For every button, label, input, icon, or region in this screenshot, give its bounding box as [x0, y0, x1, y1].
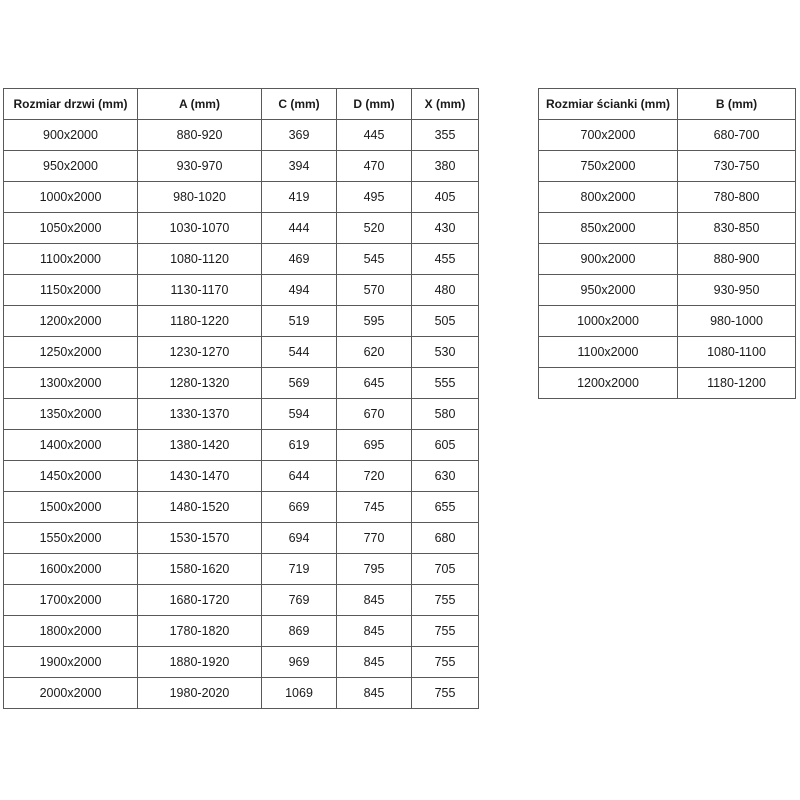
table-cell: 830-850	[678, 213, 796, 244]
table-row	[4, 678, 479, 709]
table-cell: 869	[262, 616, 337, 647]
table-cell: 1880-1920	[138, 647, 262, 678]
table-cell: 680	[412, 523, 479, 554]
table-cell: 720	[337, 461, 412, 492]
column-header: C (mm)	[262, 89, 337, 120]
table-cell: 405	[412, 182, 479, 213]
table-row	[539, 306, 796, 337]
column-header: D (mm)	[337, 89, 412, 120]
table-row	[539, 120, 796, 151]
table-row	[4, 213, 479, 244]
table-cell: 1200x2000	[4, 306, 138, 337]
table-cell: 355	[412, 120, 479, 151]
table-cell: 1780-1820	[138, 616, 262, 647]
table-cell: 619	[262, 430, 337, 461]
table-row	[4, 585, 479, 616]
table-cell: 1550x2000	[4, 523, 138, 554]
table-cell: 1530-1570	[138, 523, 262, 554]
wall-size-table	[538, 88, 796, 399]
table-cell: 719	[262, 554, 337, 585]
table-cell: 1330-1370	[138, 399, 262, 430]
table-cell: 580	[412, 399, 479, 430]
table-cell: 455	[412, 244, 479, 275]
table-cell: 670	[337, 399, 412, 430]
table-cell: 700x2000	[539, 120, 678, 151]
table-cell: 494	[262, 275, 337, 306]
column-header: A (mm)	[138, 89, 262, 120]
table-cell: 645	[337, 368, 412, 399]
table-cell: 1130-1170	[138, 275, 262, 306]
table-row	[4, 337, 479, 368]
table-cell: 1200x2000	[539, 368, 678, 399]
table-cell: 795	[337, 554, 412, 585]
table-cell: 845	[337, 585, 412, 616]
table-cell: 495	[337, 182, 412, 213]
table-cell: 1250x2000	[4, 337, 138, 368]
table-cell: 419	[262, 182, 337, 213]
table-cell: 380	[412, 151, 479, 182]
table-cell: 770	[337, 523, 412, 554]
table-cell: 850x2000	[539, 213, 678, 244]
table-cell: 630	[412, 461, 479, 492]
table-cell: 1080-1120	[138, 244, 262, 275]
table-cell: 620	[337, 337, 412, 368]
table-cell: 1380-1420	[138, 430, 262, 461]
table-cell: 1150x2000	[4, 275, 138, 306]
table-row	[4, 368, 479, 399]
table-cell: 730-750	[678, 151, 796, 182]
table-cell: 1100x2000	[4, 244, 138, 275]
table-cell: 545	[337, 244, 412, 275]
table-cell: 755	[412, 678, 479, 709]
table-cell: 519	[262, 306, 337, 337]
table-cell: 1350x2000	[4, 399, 138, 430]
table-cell: 930-950	[678, 275, 796, 306]
table-cell: 594	[262, 399, 337, 430]
table-cell: 950x2000	[4, 151, 138, 182]
table-cell: 695	[337, 430, 412, 461]
table-cell: 520	[337, 213, 412, 244]
table-row	[4, 492, 479, 523]
table-cell: 900x2000	[4, 120, 138, 151]
table-cell: 480	[412, 275, 479, 306]
table-row	[4, 523, 479, 554]
table-cell: 705	[412, 554, 479, 585]
table-cell: 2000x2000	[4, 678, 138, 709]
table-cell: 769	[262, 585, 337, 616]
table-row	[539, 337, 796, 368]
table-cell: 1100x2000	[539, 337, 678, 368]
table-row	[4, 430, 479, 461]
column-header: Rozmiar drzwi (mm)	[4, 89, 138, 120]
table-cell: 755	[412, 616, 479, 647]
table-cell: 880-900	[678, 244, 796, 275]
table-cell: 595	[337, 306, 412, 337]
table-cell: 430	[412, 213, 479, 244]
table-cell: 530	[412, 337, 479, 368]
table-cell: 505	[412, 306, 479, 337]
table-cell: 1600x2000	[4, 554, 138, 585]
table-row	[539, 368, 796, 399]
table-cell: 470	[337, 151, 412, 182]
table-row	[539, 151, 796, 182]
table-cell: 845	[337, 616, 412, 647]
table-cell: 980-1000	[678, 306, 796, 337]
table-cell: 444	[262, 213, 337, 244]
table-cell: 930-970	[138, 151, 262, 182]
door-table-header-row	[4, 89, 479, 120]
wall-table-header-row	[539, 89, 796, 120]
table-cell: 570	[337, 275, 412, 306]
table-cell: 1450x2000	[4, 461, 138, 492]
table-cell: 755	[412, 647, 479, 678]
table-cell: 745	[337, 492, 412, 523]
table-row	[4, 647, 479, 678]
table-cell: 845	[337, 678, 412, 709]
table-cell: 544	[262, 337, 337, 368]
table-cell: 669	[262, 492, 337, 523]
table-row	[4, 151, 479, 182]
table-row	[4, 182, 479, 213]
table-cell: 694	[262, 523, 337, 554]
table-row	[4, 120, 479, 151]
column-header: X (mm)	[412, 89, 479, 120]
table-cell: 1180-1220	[138, 306, 262, 337]
table-cell: 1580-1620	[138, 554, 262, 585]
table-cell: 950x2000	[539, 275, 678, 306]
table-cell: 755	[412, 585, 479, 616]
table-cell: 369	[262, 120, 337, 151]
table-cell: 1080-1100	[678, 337, 796, 368]
table-cell: 1680-1720	[138, 585, 262, 616]
table-row	[4, 461, 479, 492]
table-row	[4, 399, 479, 430]
table-cell: 980-1020	[138, 182, 262, 213]
table-cell: 780-800	[678, 182, 796, 213]
column-header: Rozmiar ścianki (mm)	[539, 89, 678, 120]
table-row	[539, 275, 796, 306]
table-row	[4, 244, 479, 275]
table-cell: 1300x2000	[4, 368, 138, 399]
table-cell: 644	[262, 461, 337, 492]
table-row	[4, 616, 479, 647]
table-cell: 569	[262, 368, 337, 399]
table-cell: 880-920	[138, 120, 262, 151]
table-cell: 845	[337, 647, 412, 678]
table-cell: 1000x2000	[539, 306, 678, 337]
table-cell: 1280-1320	[138, 368, 262, 399]
table-cell: 800x2000	[539, 182, 678, 213]
table-cell: 1500x2000	[4, 492, 138, 523]
table-cell: 1800x2000	[4, 616, 138, 647]
table-cell: 1980-2020	[138, 678, 262, 709]
table-cell: 469	[262, 244, 337, 275]
table-cell: 445	[337, 120, 412, 151]
table-row	[4, 275, 479, 306]
table-cell: 1700x2000	[4, 585, 138, 616]
column-header: B (mm)	[678, 89, 796, 120]
table-cell: 1230-1270	[138, 337, 262, 368]
table-cell: 680-700	[678, 120, 796, 151]
table-cell: 1000x2000	[4, 182, 138, 213]
table-cell: 655	[412, 492, 479, 523]
table-cell: 1069	[262, 678, 337, 709]
table-cell: 1030-1070	[138, 213, 262, 244]
table-cell: 1050x2000	[4, 213, 138, 244]
table-cell: 1400x2000	[4, 430, 138, 461]
table-cell: 555	[412, 368, 479, 399]
table-cell: 969	[262, 647, 337, 678]
table-cell: 605	[412, 430, 479, 461]
table-row	[539, 213, 796, 244]
table-cell: 750x2000	[539, 151, 678, 182]
table-row	[539, 182, 796, 213]
table-cell: 1430-1470	[138, 461, 262, 492]
table-row	[539, 244, 796, 275]
table-cell: 1180-1200	[678, 368, 796, 399]
table-cell: 394	[262, 151, 337, 182]
table-row	[4, 554, 479, 585]
door-size-table	[3, 88, 479, 709]
table-row	[4, 306, 479, 337]
table-cell: 900x2000	[539, 244, 678, 275]
table-cell: 1480-1520	[138, 492, 262, 523]
table-cell: 1900x2000	[4, 647, 138, 678]
